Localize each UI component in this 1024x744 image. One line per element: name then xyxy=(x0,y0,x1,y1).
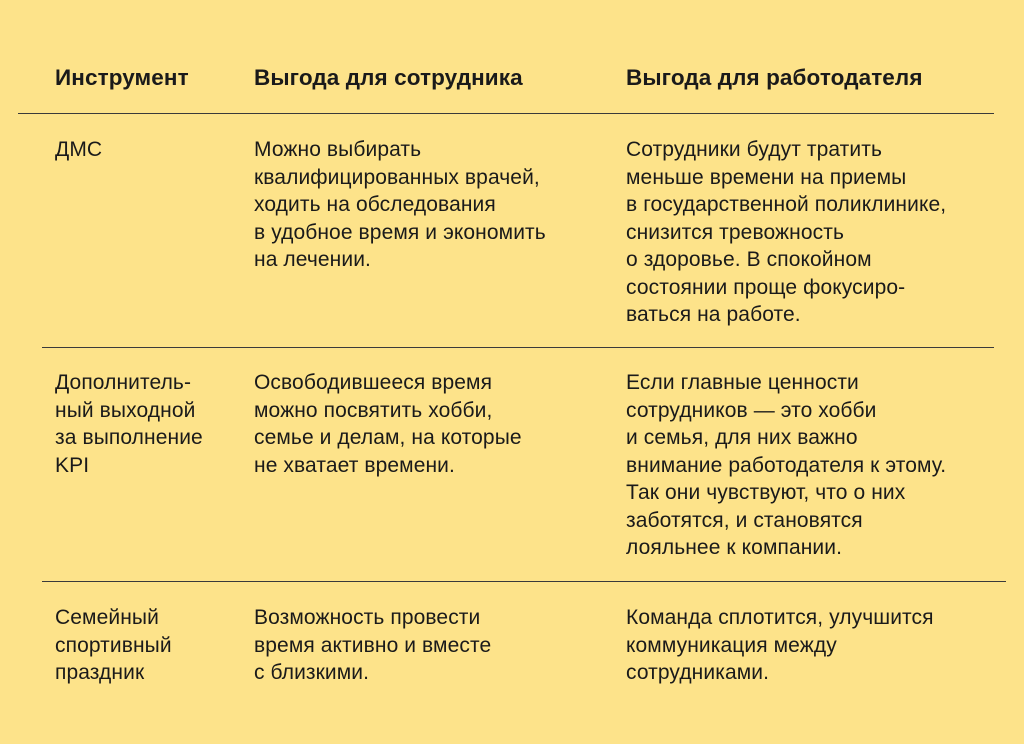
row-1-employee-benefit: Можно выбирать квалифицированных врачей, ходить на обследования в удобное время и экономить на лечении. xyxy=(254,138,546,271)
row-3-employee-benefit: Возможность провести время активно и вместе с близкими. xyxy=(254,606,492,684)
row-1-employer-benefit: Сотрудники будут тратить меньше времени на приемы в государственной поликлинике, снизится тревожность о здоровье. В спокойном состоянии проще фокусиро- ваться на работе. xyxy=(626,138,947,326)
header-divider xyxy=(18,113,994,114)
row-1-tool: ДМС xyxy=(55,138,103,161)
row-divider-1 xyxy=(42,347,994,348)
header-employee-benefit: Выгода для сотрудника xyxy=(254,65,523,90)
header-employer-benefit: Выгода для работодателя xyxy=(626,65,923,90)
row-3-employer-benefit: Команда сплотится, улучшится коммуникация между сотрудниками. xyxy=(626,606,934,684)
row-divider-2 xyxy=(42,581,1006,582)
row-3-tool: Семейный спортивный праздник xyxy=(55,606,172,684)
row-2-tool: Дополнитель- ный выходной за выполнение KPI xyxy=(55,371,203,477)
row-2-employer-benefit: Если главные ценности сотрудников — это хобби и семья, для них важно внимание работодателя к этому. Так они чувствуют, что о них заботятся, и становятся лояльнее к компании. xyxy=(626,371,947,559)
row-2-employee-benefit: Освободившееся время можно посвятить хобби, семье и делам, на которые не хватает времени. xyxy=(254,371,522,477)
header-tool: Инструмент xyxy=(55,65,189,90)
